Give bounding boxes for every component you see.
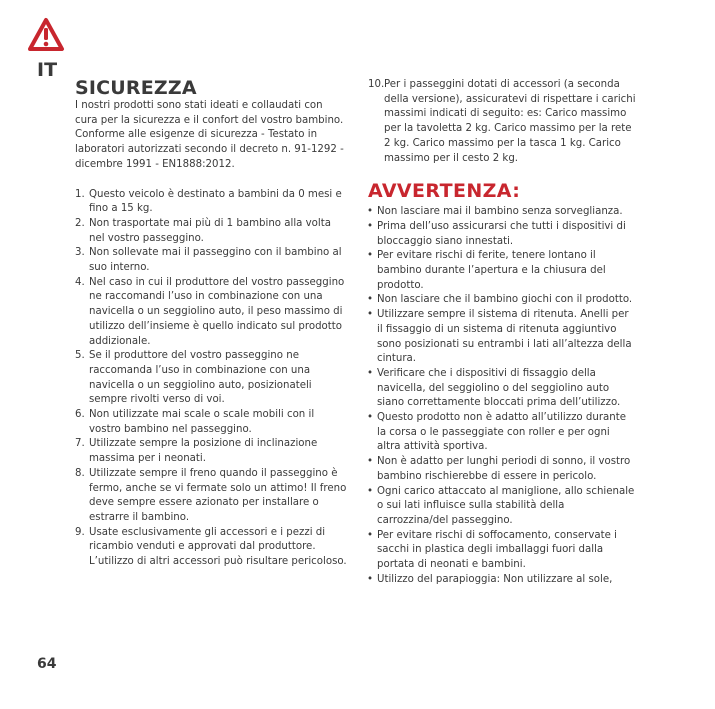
list-item: 6. Non utilizzate mai scale o scale mobili con il vostro bambino nel passeggino.	[75, 409, 315, 435]
list-item: 9. Usate esclusivamente gli accessori e i pezzi di ricambio venduti e approvati dal produttore. L’utilizzo di altri accessori può risultare pericoloso.	[75, 526, 347, 568]
list-item: 10. Per i passeggini dotati di accessori (a seconda della versione), assicuratevi di rispettare i carichi massimi indicati di seguito: es: Carico massimo per la tavoletta 2 kg. Carico massimo per la rete 2 kg. Carico massimo per la tasca 1 kg. Carico massimo per il cesto 2 kg.	[368, 79, 636, 164]
warning-title: AVVERTENZA:	[368, 180, 521, 203]
list-item: 8. Utilizzate sempre il freno quando il passeggino è fermo, anche se vi fermate solo un attimo! Il freno deve sempre essere azionato per installare o estrarre il bambino.	[75, 467, 347, 523]
list-item: 1. Questo veicolo è destinato a bambini da 0 mesi e fino a 15 kg.	[75, 188, 342, 215]
warning-list	[368, 205, 636, 587]
safety-intro: I nostri prodotti sono stati ideati e collaudati con cura per la sicurezza e il confort del vostro bambino. Conforme alle esigenze di sicurezza - Testato in laboratori autorizzati secondo il decreto n. 91-1292 - dicembre 1991 - EN1888:2012.	[75, 100, 344, 170]
list-item: 3. Non sollevate mai il passeggino con il bambino al suo interno.	[75, 247, 342, 274]
list-item: • Utilizzare sempre il sistema di ritenuta. Anelli per il fissaggio di un sistema di ritenuta aggiuntivo sono posizionati su entrambi i lati all’altezza della cintura.	[368, 308, 636, 367]
list-item: • Per evitare rischi di ferite, tenere lontano il bambino durante l’apertura e la chiusura del prodotto.	[368, 249, 636, 293]
list-item: • Questo prodotto non è adatto all’utilizzo durante la corsa o le passeggiate con roller e per ogni altra attività sportiva.	[368, 411, 636, 455]
warning-triangle-icon	[27, 17, 65, 53]
right-column	[368, 78, 636, 588]
list-item: • Prima dell’uso assicurarsi che tutti i dispositivi di bloccaggio siano innestati.	[368, 220, 636, 249]
list-item: 5. Se il produttore del vostro passeggino ne raccomanda l’uso in combinazione con una navicella o un seggiolino auto, posizionateli sempre rivolti verso di voi.	[75, 350, 312, 406]
safety-title: SICUREZZA	[75, 77, 197, 99]
list-item: • Utilizzo del parapioggia: Non utilizzare al sole,	[368, 573, 636, 588]
left-column	[75, 78, 347, 570]
list-item: • Non lasciare mai il bambino senza sorveglianza.	[368, 205, 636, 220]
list-item: • Non lasciare che il bambino giochi con il prodotto.	[368, 293, 636, 308]
language-code: IT	[37, 59, 58, 81]
list-item: • Non è adatto per lunghi periodi di sonno, il vostro bambino rischierebbe di essere in pericolo.	[368, 455, 636, 484]
list-item: • Per evitare rischi di soffocamento, conservate i sacchi in plastica degli imballaggi fuori dalla portata di neonati e bambini.	[368, 529, 636, 573]
list-item: • Verificare che i dispositivi di fissaggio della navicella, del seggiolino o del seggiolino auto siano correttamente bloccati prima dell’utilizzo.	[368, 367, 636, 411]
safety-list	[75, 188, 347, 570]
list-item: 7. Utilizzate sempre la posizione di inclinazione massima per i neonati.	[75, 438, 318, 465]
page-number: 64	[37, 656, 57, 672]
list-item: 2. Non trasportate mai più di 1 bambino alla volta nel vostro passeggino.	[75, 217, 331, 244]
list-item: • Ogni carico attaccato al maniglione, allo schienale o sui lati influisce sulla stabilità della carrozzina/del passeggino.	[368, 485, 636, 529]
safety-list-continued	[368, 78, 636, 166]
list-item: 4. Nel caso in cui il produttore del vostro passeggino ne raccomandi l’uso in combinazione con una navicella o un seggiolino auto, il peso massimo di utilizzo dell’insieme è quello indicato sul prodotto addizionale.	[75, 276, 345, 347]
